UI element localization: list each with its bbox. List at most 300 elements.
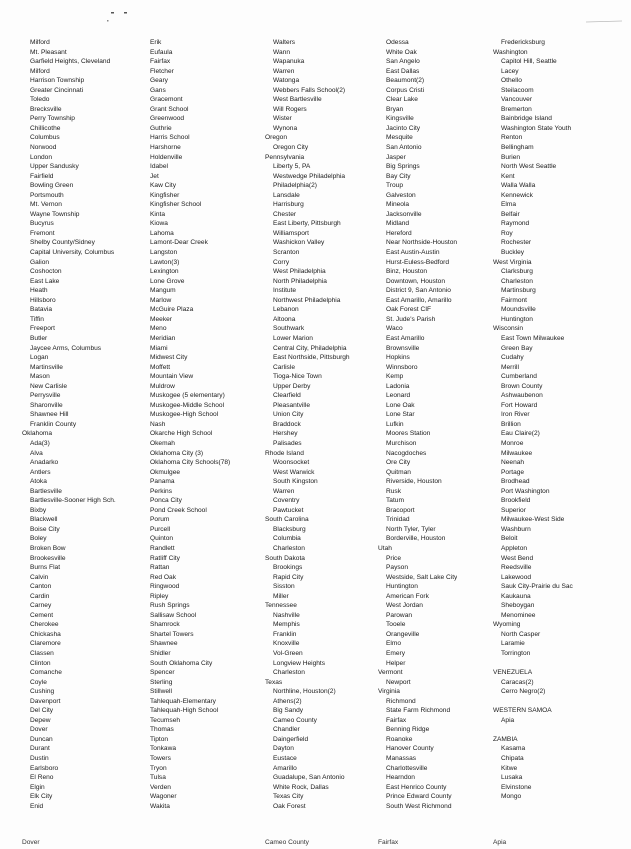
list-item: Fairfax: [386, 716, 407, 724]
list-item: Brookings: [273, 564, 303, 572]
state-heading: Verden: [150, 783, 171, 791]
state-heading: Sallisaw School: [150, 611, 197, 619]
list-item: Nashville: [273, 611, 300, 619]
list-item: Longview Heights: [273, 659, 326, 667]
state-heading: Sterling: [150, 678, 173, 686]
list-item: Coyle: [30, 678, 47, 686]
list-item: Binz, Houston: [386, 268, 428, 276]
list-item: Riverside, Houston: [386, 478, 442, 486]
state-heading: Meridian: [150, 334, 176, 342]
list-item: Cerro Negro(2): [501, 688, 546, 696]
list-item: Enid: [30, 802, 44, 810]
list-item: Downtown, Houston: [386, 277, 446, 285]
state-heading: Ratliff City: [150, 554, 180, 562]
state-heading: Kingfisher School: [150, 201, 202, 209]
list-item: Charleston: [273, 544, 305, 552]
list-item: Sharonville: [30, 401, 63, 409]
list-item: Pawtucket: [273, 506, 304, 514]
state-heading: Utah: [378, 544, 392, 552]
list-item: Northline, Houston(2): [273, 688, 336, 696]
list-item: Fort Howard: [501, 401, 538, 409]
list-item: Classen: [30, 650, 54, 657]
list-item: Altoona: [273, 315, 296, 323]
list-item: Kasama: [501, 745, 526, 753]
list-item: Beaumont(2): [386, 77, 425, 85]
list-item: Blackwell: [30, 516, 58, 524]
state-heading: Kinta: [150, 210, 166, 218]
state-heading: Kaw City: [150, 182, 177, 190]
list-item: East Amarillo: [386, 334, 425, 342]
list-item: Del City: [30, 707, 54, 715]
list-item: Texas City: [273, 793, 304, 801]
list-item: Elmo: [386, 640, 402, 648]
list-item: Milford: [30, 39, 50, 46]
list-item: Chillicothe: [30, 124, 61, 132]
list-item: East Town Milwaukee: [501, 334, 565, 342]
list-item: Sheboygan: [501, 602, 535, 610]
list-item: Perry Township: [30, 115, 75, 123]
list-item: Charleston: [501, 277, 533, 285]
state-heading: Geary: [150, 77, 168, 85]
list-item: Brookfield: [501, 497, 531, 505]
list-item: Scranton: [273, 249, 300, 257]
state-heading: Oregon: [265, 134, 287, 142]
list-item: Chickasha: [30, 630, 61, 638]
state-heading: McGuire Plaza: [150, 306, 194, 314]
list-item: [493, 659, 573, 669]
list-item: Ashwaubenon: [501, 392, 543, 400]
list-item: Memphis: [273, 621, 300, 629]
list-item: Upper Sandusky: [30, 163, 79, 171]
list-item: South West Richmond: [386, 802, 452, 810]
list-item: Braddock: [273, 420, 301, 428]
list-item: East Amarillo, Amarillo: [386, 296, 452, 304]
state-heading: Erik: [150, 39, 162, 46]
list-item: Bucyrus: [30, 220, 54, 228]
list-item: Liberty 5, PA: [273, 163, 311, 171]
list-item: Mt. Vernon: [30, 201, 62, 209]
list-item: Clear Lake: [386, 96, 418, 104]
list-item: Fredericksburg: [501, 39, 545, 46]
list-item: Bixby: [30, 506, 47, 514]
list-item: Palisades: [273, 439, 302, 447]
list-item: Earlsboro: [30, 764, 59, 772]
list-item: Hanover County: [386, 745, 434, 753]
state-heading: Red Oak: [150, 573, 177, 581]
list-item: Waco: [386, 325, 403, 333]
state-heading: Purcell: [150, 525, 171, 533]
state-heading: Harris School: [150, 134, 190, 142]
list-item: Institute: [273, 287, 297, 295]
list-item: Quitman: [386, 468, 411, 476]
list-item: Kemp: [386, 373, 404, 381]
list-item: Mt. Pleasant: [30, 48, 67, 56]
list-item: Harrison Township: [30, 77, 85, 85]
state-heading: Greenwood: [150, 115, 185, 123]
list-item: Greater Cincinnati: [30, 86, 84, 94]
state-heading: Stillwell: [150, 688, 172, 696]
list-item: Northwest Philadelphia: [273, 296, 341, 304]
state-heading: Muskogee-Middle School: [150, 401, 225, 409]
column-4: [378, 38, 457, 811]
list-item: Winnsboro: [386, 363, 418, 371]
list-item: Elgin: [30, 783, 45, 791]
list-item: Wapanuka: [273, 58, 305, 66]
state-heading: Lexington: [150, 268, 179, 276]
state-heading: Muldrow: [150, 382, 175, 390]
column-2: [150, 38, 230, 811]
list-item: Brodhead: [501, 478, 530, 486]
state-heading: Oklahoma City (3): [150, 449, 204, 457]
list-item: Alva: [30, 449, 43, 457]
list-item: Anadarko: [30, 459, 59, 467]
state-heading: Tipton: [150, 735, 169, 743]
state-heading: Ripley: [150, 592, 169, 600]
list-item: Hearndon: [386, 774, 415, 782]
list-item: Westside, Salt Lake City: [386, 573, 458, 581]
list-item: Elk City: [30, 793, 53, 801]
list-item: Vancouver: [501, 96, 533, 104]
list-item: Charlottesville: [386, 764, 428, 772]
list-item: Amarillo: [273, 764, 297, 772]
list-item: Othello: [501, 77, 522, 85]
list-item: Reedsville: [501, 564, 532, 572]
list-item: Brownsville: [386, 344, 420, 352]
list-item: Prince Edward County: [386, 793, 452, 801]
list-item: Huntington: [501, 315, 533, 323]
state-heading: Shamrock: [150, 621, 180, 629]
list-item: Hereford: [386, 229, 412, 237]
list-item: Orangeville: [386, 630, 420, 638]
state-heading: Guthrie: [150, 124, 172, 132]
state-heading: VENEZUELA: [493, 669, 533, 677]
column-1: [22, 38, 116, 811]
list-item: Athens(2): [273, 697, 302, 705]
list-item: East Henrico County: [386, 783, 447, 791]
list-item: Woonsocket: [273, 459, 310, 467]
list-item: Bartlesville: [30, 487, 62, 495]
list-item: Shelby County/Sidney: [30, 239, 95, 247]
list-item: White Oak: [386, 48, 417, 56]
list-item: Hillsboro: [30, 296, 56, 304]
list-item: Lusaka: [501, 774, 523, 782]
list-item: Sisston: [273, 583, 295, 591]
list-item: Vol-Green: [273, 650, 303, 657]
list-item: State Farm Richmond: [386, 707, 451, 715]
list-item: Brookesville: [30, 554, 66, 562]
list-item: Will Rogers: [273, 105, 307, 113]
list-item: Caracas(2): [501, 678, 534, 686]
list-item: [493, 725, 573, 735]
state-heading: Langston: [150, 249, 178, 257]
list-item: Lansdale: [273, 191, 300, 199]
list-item: East Lake: [30, 277, 60, 285]
state-heading: Oklahoma: [22, 430, 53, 438]
list-item: Milwaukee: [501, 449, 533, 457]
list-item: Oregon City: [273, 144, 309, 152]
list-item: Jacinto City: [386, 124, 421, 132]
list-item: Renton: [501, 134, 523, 142]
list-item: Wayne Township: [30, 210, 80, 218]
list-item: Apia: [501, 716, 515, 724]
state-heading: South Oklahoma City: [150, 659, 213, 667]
list-item: Green Bay: [501, 344, 533, 352]
list-item: Kaukauna: [501, 592, 531, 600]
list-item: Lower Marion: [273, 334, 313, 342]
list-item: Washburn: [501, 525, 531, 533]
list-item: Franklin: [273, 630, 297, 638]
list-item: Big Springs: [386, 163, 420, 171]
state-heading: Grant School: [150, 105, 189, 113]
list-item: Leonard: [386, 392, 411, 400]
list-item: Ore City: [386, 459, 411, 467]
list-item: Kennewick: [501, 191, 533, 199]
list-item: Midland: [386, 220, 410, 228]
list-item: Lone Oak: [386, 401, 415, 409]
list-item: Corry: [273, 258, 290, 266]
state-heading: Muskogee-High School: [150, 411, 219, 419]
list-item: Westwedge Philadelphia: [273, 172, 346, 180]
list-item: West Warwick: [273, 468, 315, 476]
list-item: Elma: [501, 201, 517, 209]
list-item: Fairmont: [501, 296, 528, 304]
state-heading: Wakita: [150, 802, 170, 810]
list-item: San Angelo: [386, 58, 420, 66]
list-item: Chandler: [273, 726, 300, 734]
list-item: Antlers: [30, 468, 51, 476]
list-item: Bartlesville-Sooner High Sch.: [30, 497, 116, 505]
state-heading: Okmulgee: [150, 468, 181, 476]
state-heading: Porum: [150, 516, 170, 524]
list-item: Tiffin: [30, 315, 44, 323]
list-item: Buckley: [501, 249, 525, 257]
state-heading: Okemah: [150, 439, 175, 447]
list-item: Helper: [386, 659, 406, 667]
list-item: Rusk: [386, 487, 402, 495]
list-item: Raymond: [501, 220, 530, 228]
list-item: Cement: [30, 611, 54, 619]
list-item: Neenah: [501, 459, 525, 467]
list-item: Canton: [30, 583, 52, 591]
state-heading: Quinton: [150, 535, 174, 543]
list-item: Sauk City-Prairie du Sac: [501, 583, 573, 591]
list-item: Bay City: [386, 172, 411, 180]
list-item: Brillion: [501, 420, 521, 428]
list-item: Wann: [273, 48, 290, 56]
list-item: London: [30, 153, 53, 161]
state-heading: Rattan: [150, 564, 170, 572]
state-heading: Gracemont: [150, 96, 183, 104]
list-item: Port Washington: [501, 487, 550, 495]
list-item: Columbia: [273, 535, 301, 543]
column-5: [493, 38, 573, 802]
list-item: Central City, Philadelphia: [273, 344, 347, 352]
list-item: El Reno: [30, 774, 54, 782]
list-item: Milford: [30, 67, 50, 75]
list-item: San Antonio: [386, 144, 422, 152]
list-item: [493, 697, 573, 707]
state-heading: Miami: [150, 344, 168, 352]
list-item: Murchison: [386, 439, 417, 447]
list-item: Mineola: [386, 201, 410, 209]
list-item: Perrysville: [30, 392, 61, 400]
list-item: Galveston: [386, 191, 416, 199]
list-item: Franklin County: [30, 420, 77, 428]
list-item: Burns Flat: [30, 564, 61, 572]
list-item: Cameo County: [273, 716, 317, 724]
list-item: Hurst-Euless-Bedford: [386, 258, 450, 266]
list-item: Batavia: [30, 306, 52, 314]
list-item: Merrill: [501, 363, 519, 371]
list-item: Martinsburg: [501, 287, 536, 295]
state-heading: Lamont-Dear Creek: [150, 239, 208, 247]
list-item: Jacksonville: [386, 210, 422, 218]
list-item: Clearfield: [273, 392, 301, 400]
list-item: Moores Station: [386, 430, 431, 438]
state-heading: Wyoming: [493, 621, 521, 629]
list-item: Portage: [501, 468, 525, 476]
state-heading: Kiowa: [150, 220, 168, 228]
list-item: West Philadelphia: [273, 268, 326, 276]
state-heading: Mangum: [150, 287, 176, 295]
list-item: Bracoport: [386, 506, 415, 514]
state-heading: Midwest City: [150, 354, 188, 362]
list-item: Webbers Falls School(2): [273, 86, 346, 94]
list-item: Wister: [273, 115, 292, 123]
list-item: Elvinstone: [501, 783, 532, 791]
list-item: Roanoke: [386, 735, 413, 743]
list-item: Hopkins: [386, 354, 410, 362]
state-heading: Towers: [150, 755, 171, 763]
list-item: Dustin: [30, 755, 49, 763]
state-heading: Tahlequah-High School: [150, 707, 219, 715]
list-item: Ladonia: [386, 382, 410, 390]
list-item: Cushing: [30, 688, 55, 696]
list-item: Duncan: [30, 735, 53, 743]
state-heading: Lawton(3): [150, 258, 180, 266]
list-item: Tioga-Nice Town: [273, 373, 322, 381]
state-heading: Ringwood: [150, 583, 180, 591]
list-item: Lakewood: [501, 573, 532, 581]
state-heading: Eufaula: [150, 48, 173, 56]
list-item: Shawnee Hill: [30, 411, 69, 419]
state-heading: Idabel: [150, 163, 168, 171]
list-item: Odessa: [386, 39, 409, 46]
list-item: Broken Bow: [30, 544, 66, 552]
list-item: Burien: [501, 153, 521, 161]
list-item: Logan: [30, 354, 49, 362]
state-heading: Oklahoma City Schools(78): [150, 459, 231, 467]
list-item: East Austin-Austin: [386, 249, 440, 257]
list-item: Roy: [501, 229, 513, 237]
list-item: Carney: [30, 602, 52, 610]
list-item: Brown County: [501, 382, 543, 390]
list-item: Galion: [30, 258, 50, 266]
list-item: Emery: [386, 650, 406, 657]
list-item: Bellingham: [501, 144, 534, 152]
list-item: East Northside, Pittsburgh: [273, 354, 350, 362]
state-heading: South Dakota: [265, 554, 305, 562]
list-item: Washickon Valley: [273, 239, 325, 247]
list-item: St. Jude's Parish: [386, 315, 436, 323]
footer-cut-5: Apia: [493, 839, 507, 846]
list-item: Torrington: [501, 650, 531, 657]
list-item: Washington State Youth: [501, 124, 572, 132]
state-heading: Pennsylvania: [265, 153, 305, 161]
list-item: Payson: [386, 564, 408, 572]
list-item: Oak Forest CIF: [386, 306, 432, 314]
state-heading: Shidler: [150, 650, 171, 657]
list-item: New Carlisle: [30, 382, 68, 390]
list-item: North Casper: [501, 630, 541, 638]
footer-cut-3: Cameo County: [265, 839, 309, 846]
list-item: Watonga: [273, 77, 300, 85]
list-item: Martinsville: [30, 363, 63, 371]
list-item: Cudahy: [501, 354, 524, 362]
footer-cut-1: Dover: [22, 839, 40, 846]
state-heading: Kingfisher: [150, 191, 180, 199]
state-heading: Fairfax: [150, 58, 171, 66]
list-item: Carlisle: [273, 363, 295, 371]
state-heading: Vermont: [378, 669, 403, 677]
state-heading: Holdenville: [150, 153, 183, 161]
list-item: Mesquite: [386, 134, 413, 142]
state-heading: Virginia: [378, 688, 400, 696]
state-heading: Tennessee: [265, 602, 297, 610]
list-item: Warren: [273, 67, 295, 75]
list-item: Hershey: [273, 430, 298, 438]
list-item: Near Northside-Houston: [386, 239, 458, 247]
state-heading: Shartel Towers: [150, 630, 194, 638]
list-item: Lone Star: [386, 411, 415, 419]
list-item: Big Sandy: [273, 707, 304, 715]
list-item: Fremont: [30, 229, 55, 237]
state-heading: Texas: [265, 678, 283, 686]
list-item: Coventry: [273, 497, 300, 505]
list-item: Laramie: [501, 640, 525, 648]
list-item: Claremore: [30, 640, 61, 648]
list-item: Brecksville: [30, 105, 62, 113]
list-item: Clarksburg: [501, 268, 533, 276]
list-item: Williamsport: [273, 229, 309, 237]
list-item: Bainbridge Island: [501, 115, 552, 123]
list-item: White Rock, Dallas: [273, 783, 329, 791]
list-item: Eustace: [273, 755, 297, 763]
footer-cut-4: Fairfax: [378, 839, 399, 846]
list-item: Appleton: [501, 544, 528, 552]
state-heading: Muskogee (5 elementary): [150, 392, 225, 400]
list-item: Bowling Green: [30, 182, 74, 190]
list-item: Ada(3): [30, 439, 50, 447]
state-heading: Tecumseh: [150, 716, 181, 724]
state-heading: Rush Springs: [150, 602, 190, 610]
list-item: Butler: [30, 334, 48, 342]
list-item: Durant: [30, 745, 50, 753]
state-heading: WESTERN SAMOA: [493, 707, 552, 715]
list-item: Garfield Heights, Cleveland: [30, 58, 111, 66]
state-heading: Meno: [150, 325, 167, 333]
list-item: Calvin: [30, 573, 49, 581]
list-item: Kingsville: [386, 115, 414, 123]
state-heading: South Carolina: [265, 516, 309, 524]
list-item: Southwark: [273, 325, 305, 333]
list-item: Wynona: [273, 124, 298, 132]
list-item: Philadelphia(2): [273, 182, 317, 190]
list-item: Union City: [273, 411, 304, 419]
state-heading: Randlett: [150, 544, 175, 552]
list-item: Dayton: [273, 745, 294, 753]
list-item: Oak Forest: [273, 802, 306, 810]
